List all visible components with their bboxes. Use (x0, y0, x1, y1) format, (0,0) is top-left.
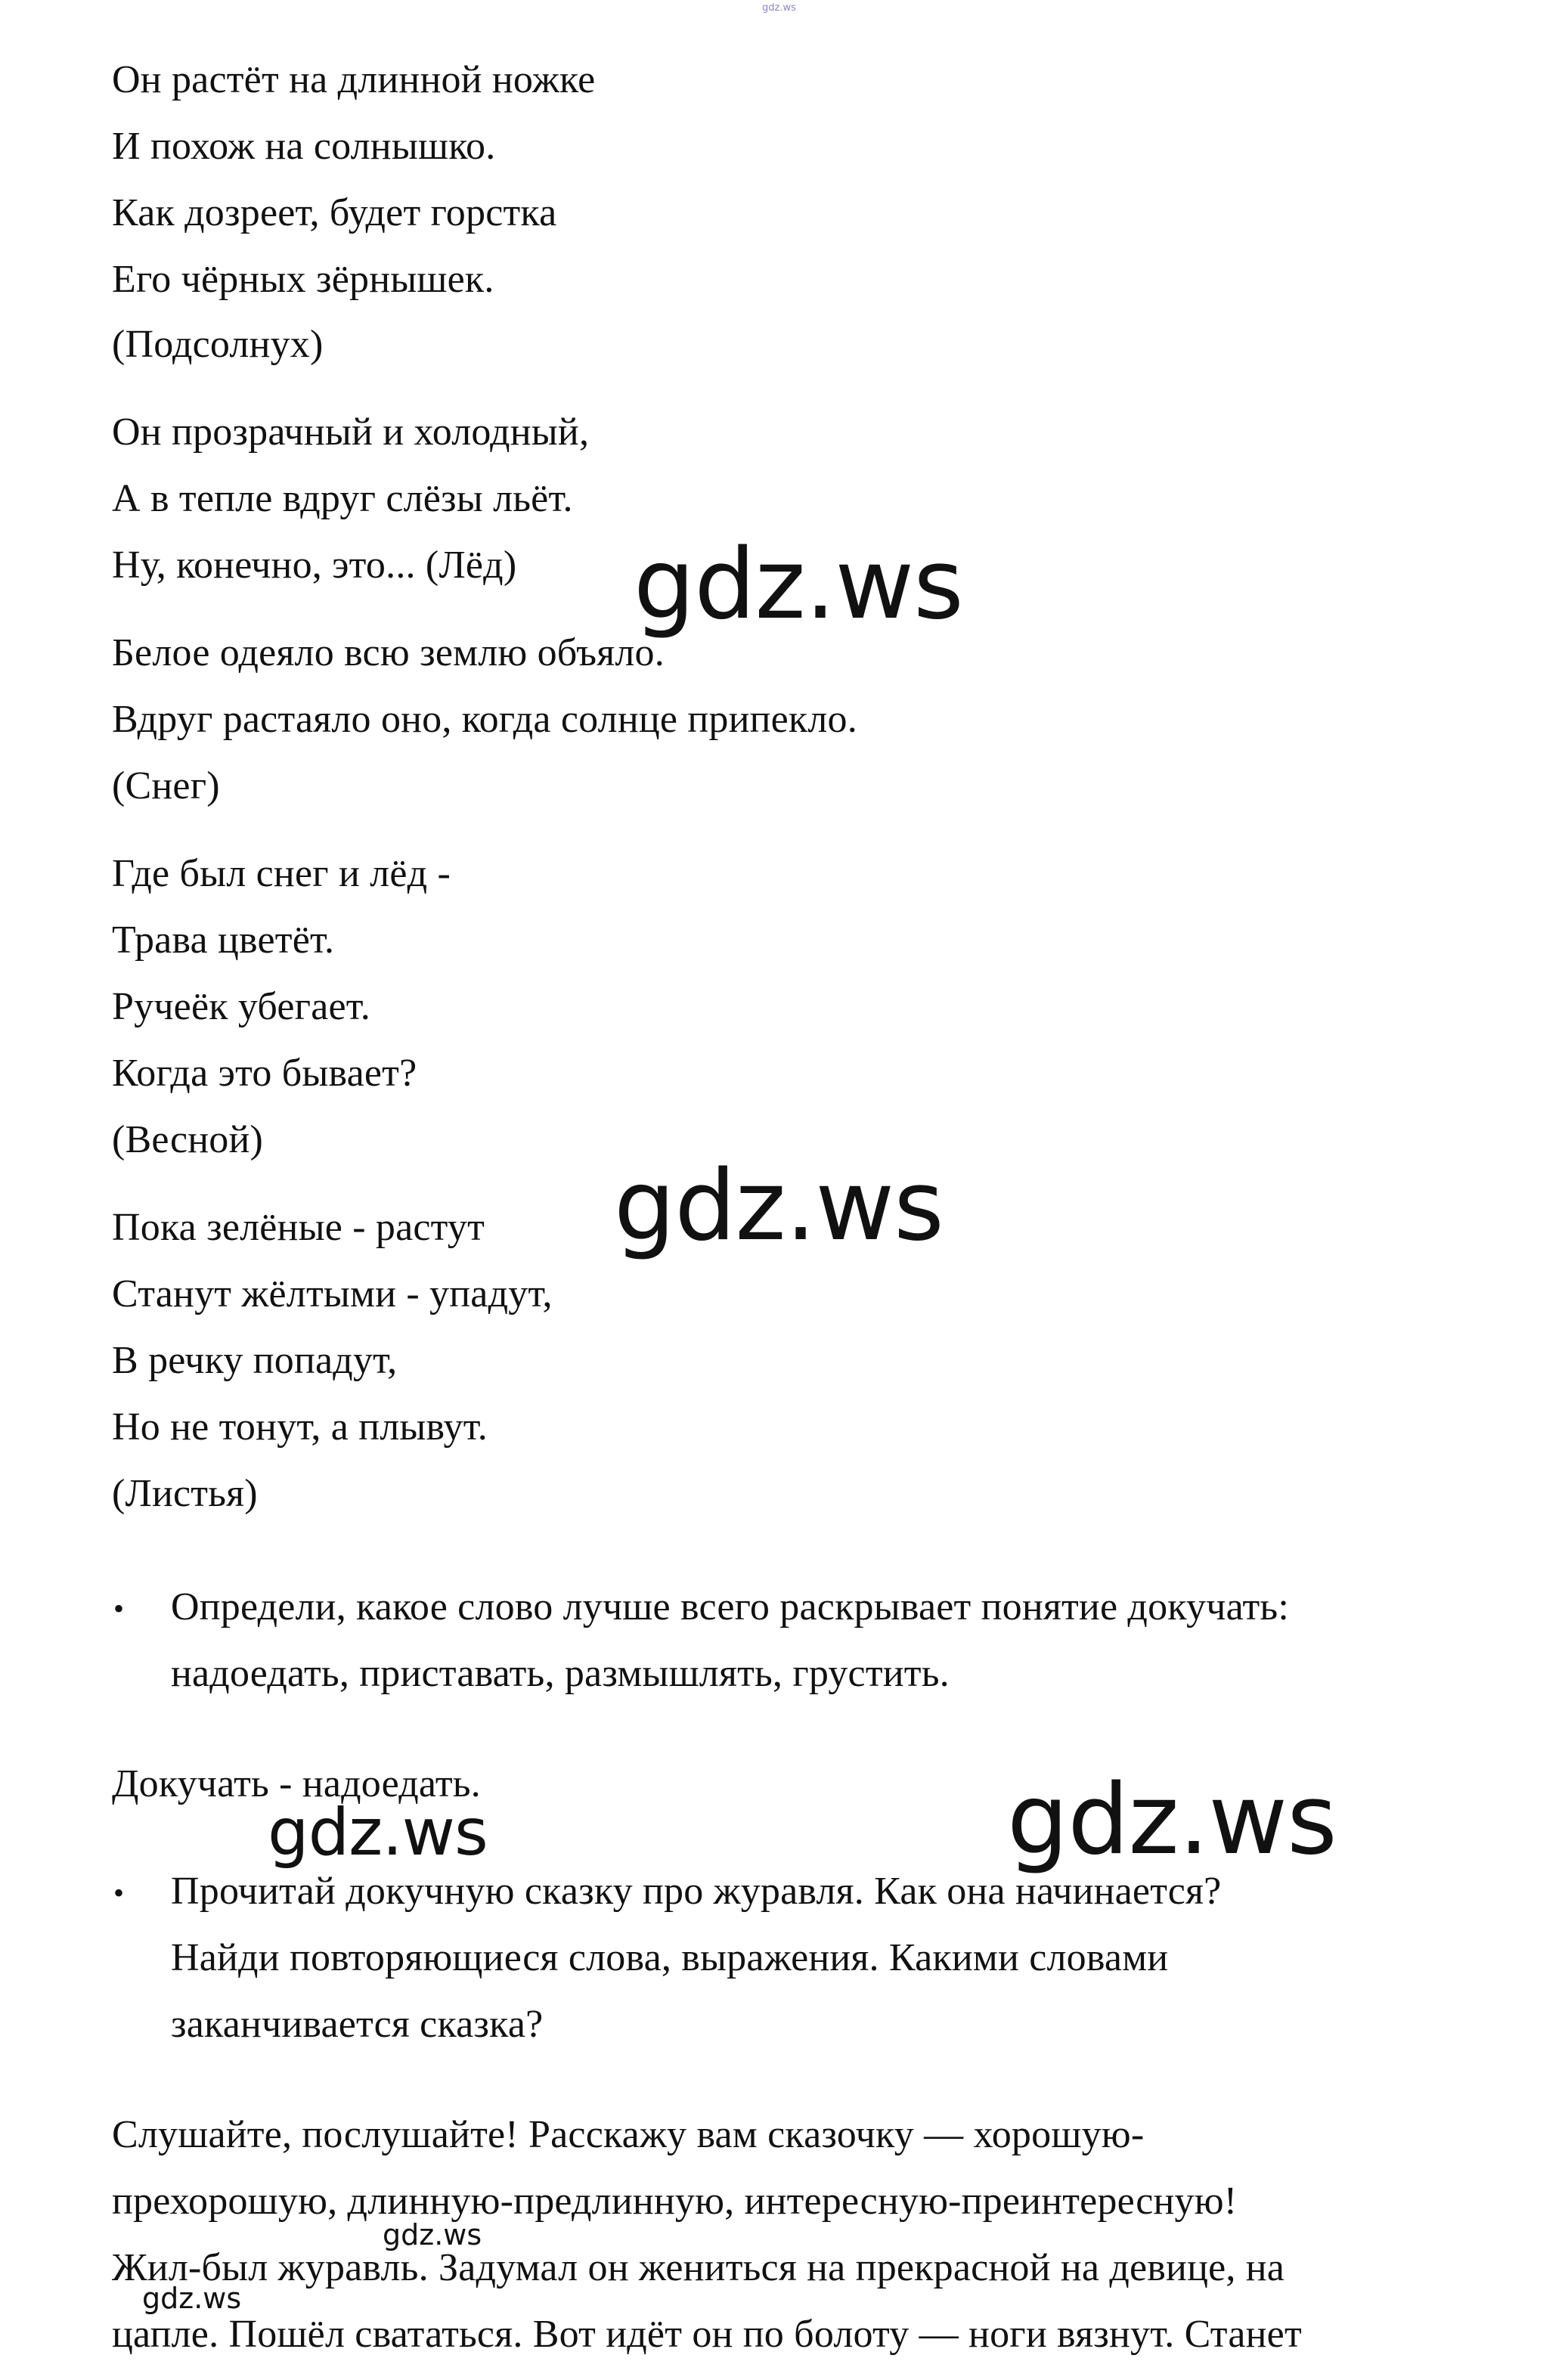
answer-text: Докучать - надоедать. (112, 1762, 481, 1805)
story-line: Слушайте, послушайте! Расскажу вам сказочку — хорошую- (112, 2113, 1145, 2156)
task-line: Прочитай докучную сказку про журавля. Как она начинается? (171, 1870, 1222, 1913)
watermark-large: gdz.ws (634, 528, 963, 641)
riddle-answer: (Подсолнух) (112, 323, 324, 366)
riddle-line: Он прозрачный и холодный, (112, 411, 590, 454)
bullet-marker: • (113, 1876, 125, 1910)
riddle-answer: (Весной) (112, 1118, 264, 1161)
watermark-small: gdz.ws (383, 2218, 482, 2251)
story-line: Жил-был журавль. Задумал он жениться на прекрасной на девице, на (112, 2246, 1285, 2289)
riddle-line: Вдруг растаяло оно, когда солнце припекло. (112, 698, 857, 741)
riddle-line: И похож на солнышко. (112, 125, 496, 168)
riddle-line: Пока зелёные - растут (112, 1206, 485, 1249)
riddle-line: Ручеёк убегает. (112, 985, 370, 1028)
riddle-line: Белое одеяло всю землю объяло. (112, 631, 665, 674)
riddle-line: Его чёрных зёрнышек. (112, 258, 494, 301)
riddle-answer: (Листья) (112, 1472, 258, 1515)
watermark-top: gdz.ws (762, 2, 796, 14)
riddle-line: А в тепле вдруг слёзы льёт. (112, 477, 573, 520)
watermark-large: gdz.ws (614, 1150, 944, 1263)
task-line: Найди повторяющиеся слова, выражения. Какими словами (171, 1936, 1169, 1979)
task-line: заканчивается сказка? (171, 2003, 544, 2046)
riddle-line: Когда это бывает? (112, 1052, 417, 1095)
riddle-line: Ну, конечно, это... (Лёд) (112, 544, 517, 587)
task-line: Определи, какое слово лучше всего раскрывает понятие докучать: (171, 1585, 1289, 1629)
watermark-large: gdz.ws (1007, 1764, 1337, 1876)
riddle-line: Трава цветёт. (112, 919, 335, 962)
riddle-line: В речку попадут, (112, 1339, 398, 1382)
riddle-line: Станут жёлтыми - упадут, (112, 1272, 553, 1316)
riddle-answer: (Снег) (112, 764, 220, 807)
riddle-line: Как дозреет, будет горстка (112, 191, 557, 234)
story-line: цапле. Пошёл свататься. Вот идёт он по болоту — ноги вязнут. Станет (112, 2313, 1302, 2356)
riddle-line: Где был снег и лёд - (112, 852, 451, 895)
riddle-line: Он растёт на длинной ножке (112, 58, 596, 101)
story-line: прехорошую, длинную-предлинную, интересную-преинтересную! (112, 2180, 1238, 2223)
watermark-medium: gdz.ws (268, 1795, 488, 1870)
bullet-marker: • (113, 1591, 125, 1625)
riddle-line: Но не тонут, а плывут. (112, 1405, 488, 1449)
watermark-small: gdz.ws (142, 2282, 242, 2315)
task-line: надоедать, приставать, размышлять, грустить. (171, 1652, 950, 1695)
